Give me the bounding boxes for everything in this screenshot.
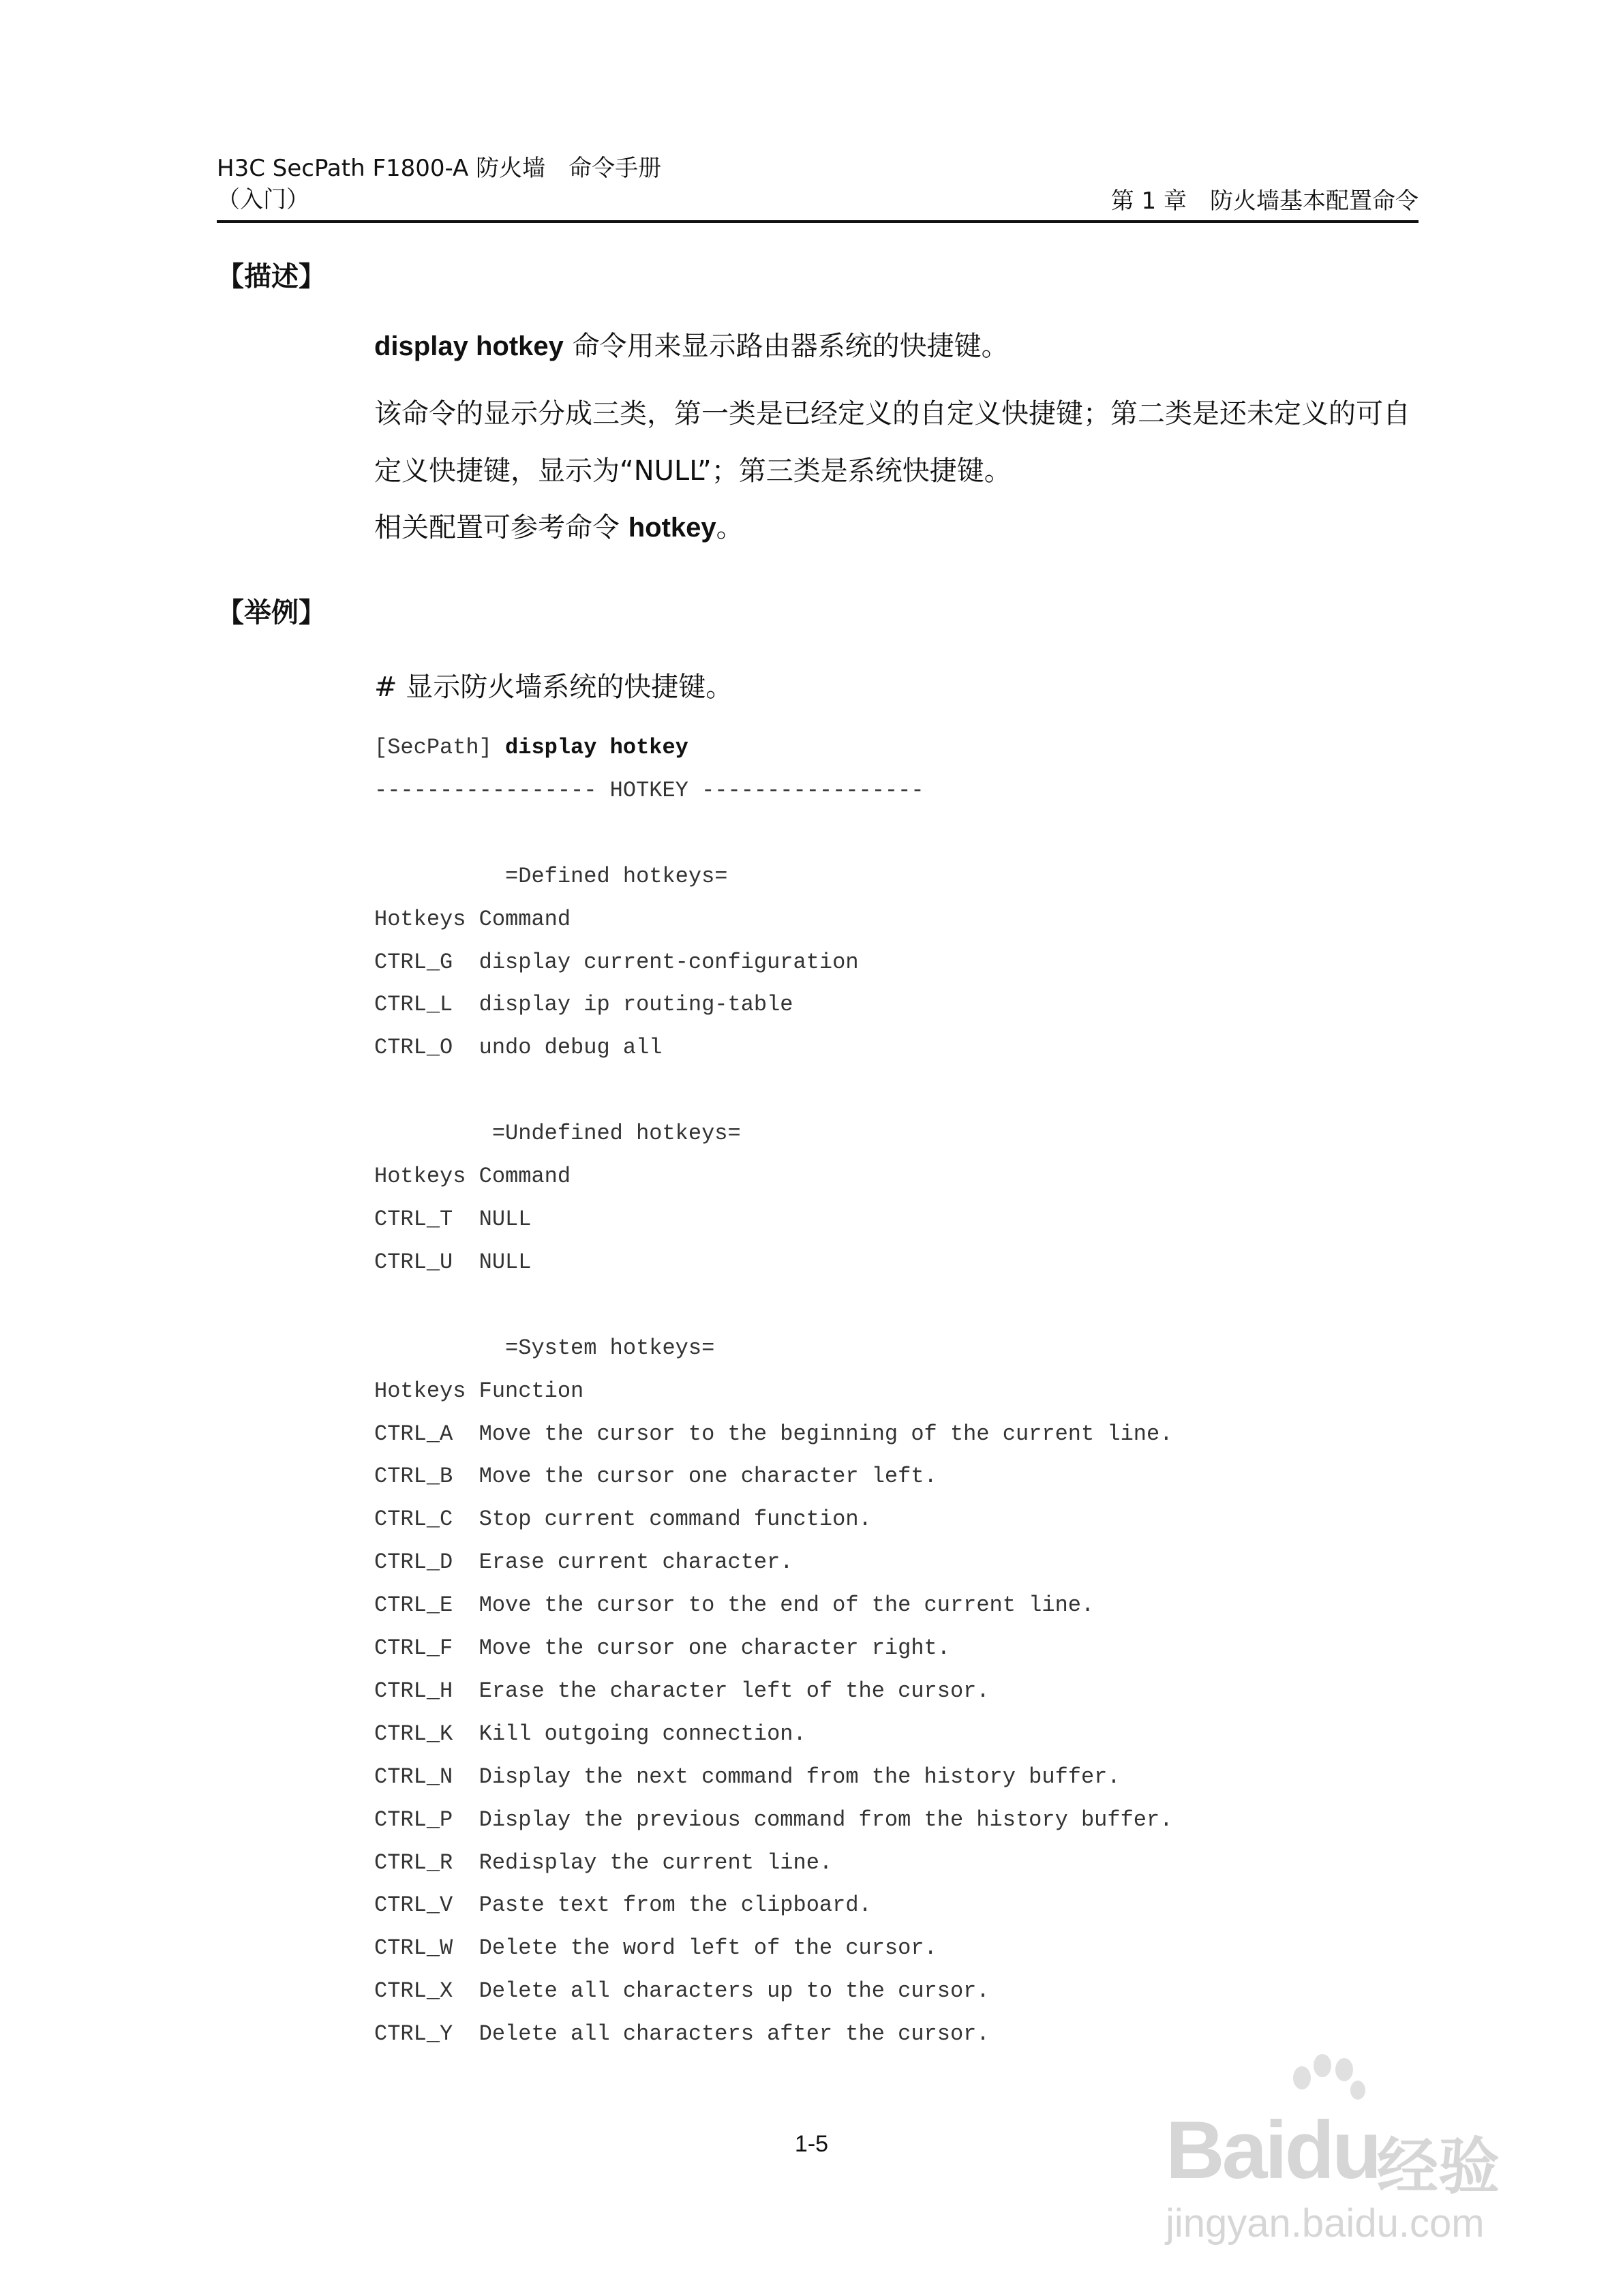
cli-output-line: CTRL_B Move the cursor one character left. xyxy=(374,1464,937,1490)
section-heading-description: 【描述】 xyxy=(217,261,326,292)
cli-output-line: CTRL_A Move the cursor to the beginning of the current line. xyxy=(374,1421,1173,1447)
running-header-left xyxy=(217,153,661,215)
description-text: 命令用来显示路由器系统的快捷键。 xyxy=(563,331,1009,362)
watermark-brand: Baidu xyxy=(1166,2104,1380,2196)
cli-output-line: =Defined hotkeys= xyxy=(374,863,728,889)
watermark-brand-cn: 经验 xyxy=(1377,2131,1500,2203)
cli-output-line: =Undefined hotkeys= xyxy=(374,1121,741,1147)
cli-output-line: CTRL_W Delete the word left of the cursor. xyxy=(374,1935,937,1961)
cli-output-line: CTRL_P Display the previous command from the history buffer. xyxy=(374,1807,1173,1832)
related-end: 。 xyxy=(716,512,744,543)
cli-output-line: CTRL_N Display the next command from the history buffer. xyxy=(374,1764,1121,1789)
cli-output-line: CTRL_F Move the cursor one character right. xyxy=(374,1635,950,1661)
cli-prompt: [SecPath] xyxy=(374,735,506,760)
example-intro: # 显示防火墙系统的快捷键。 xyxy=(374,671,733,703)
cli-output-line: Hotkeys Function xyxy=(374,1378,584,1404)
description-paragraph-2: 该命令的显示分成三类，第一类是已经定义的自定义快捷键；第二类是还未定义的可自定义快捷键，显示为“NULL”；第三类是系统快捷键。 xyxy=(374,398,1410,487)
cli-output-line: CTRL_X Delete all characters up to the cursor. xyxy=(374,1978,990,2004)
description-paragraph-3 xyxy=(374,499,1410,556)
manual-title: H3C SecPath F1800-A 防火墙 命令手册 xyxy=(217,155,662,182)
cli-output-line: CTRL_E Move the cursor to the end of the current line. xyxy=(374,1592,1095,1618)
cli-output-line: CTRL_T NULL xyxy=(374,1206,532,1232)
cli-output-line: Hotkeys Command xyxy=(374,906,571,932)
command-name: display hotkey xyxy=(374,331,564,361)
header-rule xyxy=(217,220,1419,223)
cli-output-line: Hotkeys Command xyxy=(374,1164,571,1190)
cli-output-line: CTRL_Y Delete all characters after the cursor. xyxy=(374,2021,990,2047)
baidu-watermark xyxy=(1152,2052,1534,2256)
cli-output-line: =System hotkeys= xyxy=(374,1335,715,1361)
cli-output xyxy=(374,727,1172,2056)
cli-output-line: ----------------- HOTKEY ----------------- xyxy=(374,777,924,803)
section-heading-example: 【举例】 xyxy=(217,597,326,629)
cli-output-line: CTRL_H Erase the character left of the cursor. xyxy=(374,1678,990,1704)
cli-output-line: CTRL_U NULL xyxy=(374,1249,532,1275)
cli-output-line: CTRL_R Redisplay the current line. xyxy=(374,1849,833,1875)
cli-output-line: CTRL_D Erase current character. xyxy=(374,1550,793,1575)
cli-output-line: CTRL_L display ip routing-table xyxy=(374,992,793,1018)
cli-output-line: CTRL_G display current-configuration xyxy=(374,949,859,975)
cli-output-line: CTRL_V Paste text from the clipboard. xyxy=(374,1892,872,1918)
related-command: hotkey xyxy=(628,513,716,543)
page-number: 1-5 xyxy=(794,2131,829,2157)
related-text: 相关配置可参考命令 xyxy=(374,512,628,543)
chapter-title: 第 1 章 防火墙基本配置命令 xyxy=(1110,187,1419,215)
manual-subtitle: （入门） xyxy=(217,186,309,213)
description-paragraph-1 xyxy=(374,318,1410,375)
watermark-url: jingyan.baidu.com xyxy=(1166,2201,1485,2246)
cli-output-line: CTRL_C Stop current command function. xyxy=(374,1507,872,1532)
cli-command: display hotkey xyxy=(505,735,688,760)
cli-output-line: CTRL_K Kill outgoing connection. xyxy=(374,1721,806,1747)
cli-output-line: CTRL_O undo debug all xyxy=(374,1035,663,1061)
